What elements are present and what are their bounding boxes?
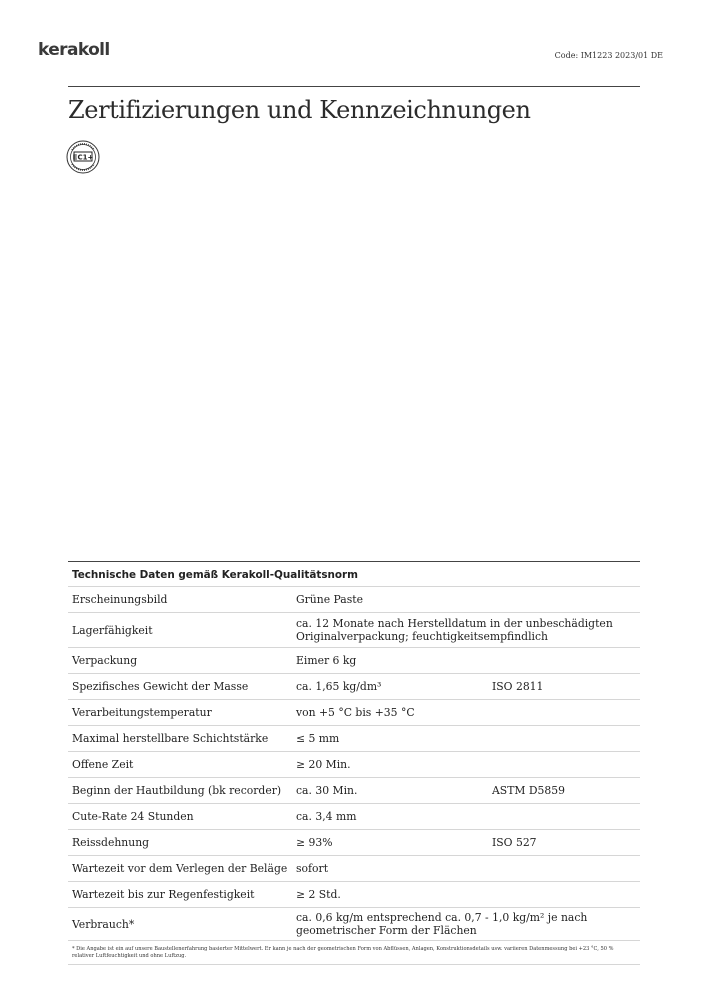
row-value: ca. 3,4 mm — [296, 810, 357, 823]
table-row — [68, 778, 640, 804]
row-value: ca. 30 Min. — [296, 784, 358, 797]
table-row — [68, 648, 640, 674]
row-norm: ISO 2811 — [492, 680, 544, 693]
table-row — [68, 882, 640, 908]
row-label: Beginn der Hautbildung (bk recorder) — [72, 784, 282, 797]
badge-text: EC1+ — [72, 153, 94, 162]
row-value: Grüne Paste — [296, 593, 364, 606]
technical-data-title: Technische Daten gemäß Kerakoll-Qualitätsnorm — [68, 562, 640, 587]
footnote: * Die Angabe ist ein auf unsere Baustellenerfahrung basierter Mittelwert. Er kann je nach der geometrischen Form von Abflüssen, Anlagen, Konstruktionsdetails usw. variieren Datenmessung bei +23 °C, 50 % relativer Luftfeuchtigkeit und ohne Luftzug. — [68, 941, 640, 965]
table-row — [68, 613, 640, 648]
table-row — [68, 908, 640, 941]
row-label: Spezifisches Gewicht der Masse — [72, 680, 249, 693]
header-rule — [68, 86, 640, 87]
row-value: ≥ 20 Min. — [296, 758, 351, 771]
row-norm: ISO 527 — [492, 836, 537, 849]
row-value: ca. 12 Monate nach Herstelldatum in der unbeschädigten Originalverpackung; feuchtigkeitsempfindlich — [296, 617, 613, 643]
brand-logo: kerakoll — [38, 40, 110, 60]
row-label: Offene Zeit — [72, 758, 134, 771]
row-label: Verpackung — [72, 654, 138, 667]
row-value: ≤ 5 mm — [296, 732, 340, 745]
row-label: Reissdehnung — [72, 836, 150, 849]
table-row — [68, 587, 640, 613]
page-title: Zertifizierungen und Kennzeichnungen — [68, 96, 531, 124]
row-value: von +5 °C bis +35 °C — [296, 706, 415, 719]
row-label: Erscheinungsbild — [72, 593, 168, 606]
row-value: sofort — [296, 862, 329, 875]
emicode-ec1-plus-icon — [66, 140, 100, 174]
table-row — [68, 856, 640, 882]
table-row — [68, 674, 640, 700]
table-row — [68, 752, 640, 778]
row-value: Eimer 6 kg — [296, 654, 357, 667]
row-label: Cute-Rate 24 Stunden — [72, 810, 194, 823]
row-label: Verarbeitungstemperatur — [72, 706, 212, 719]
row-label: Lagerfähigkeit — [72, 623, 153, 637]
row-value: ≥ 2 Std. — [296, 888, 341, 901]
row-value: ≥ 93% — [296, 836, 333, 849]
row-label: Wartezeit bis zur Regenfestigkeit — [72, 888, 255, 901]
table-row — [68, 726, 640, 752]
technical-data-table — [68, 561, 640, 965]
row-label: Maximal herstellbare Schichtstärke — [72, 732, 269, 745]
table-row — [68, 700, 640, 726]
row-value: ca. 0,6 kg/m entsprechend ca. 0,7 - 1,0 kg/m² je nach geometrischer Form der Flächen — [296, 911, 588, 937]
row-norm: ASTM D5859 — [492, 784, 566, 797]
row-value: ca. 1,65 kg/dm³ — [296, 680, 382, 693]
technical-data-rows — [68, 587, 640, 941]
row-label: Verbrauch* — [72, 917, 135, 931]
table-row — [68, 804, 640, 830]
table-row — [68, 830, 640, 856]
document-code: Code: IM1223 2023/01 DE — [554, 51, 663, 60]
row-label: Wartezeit vor dem Verlegen der Beläge — [72, 862, 288, 875]
